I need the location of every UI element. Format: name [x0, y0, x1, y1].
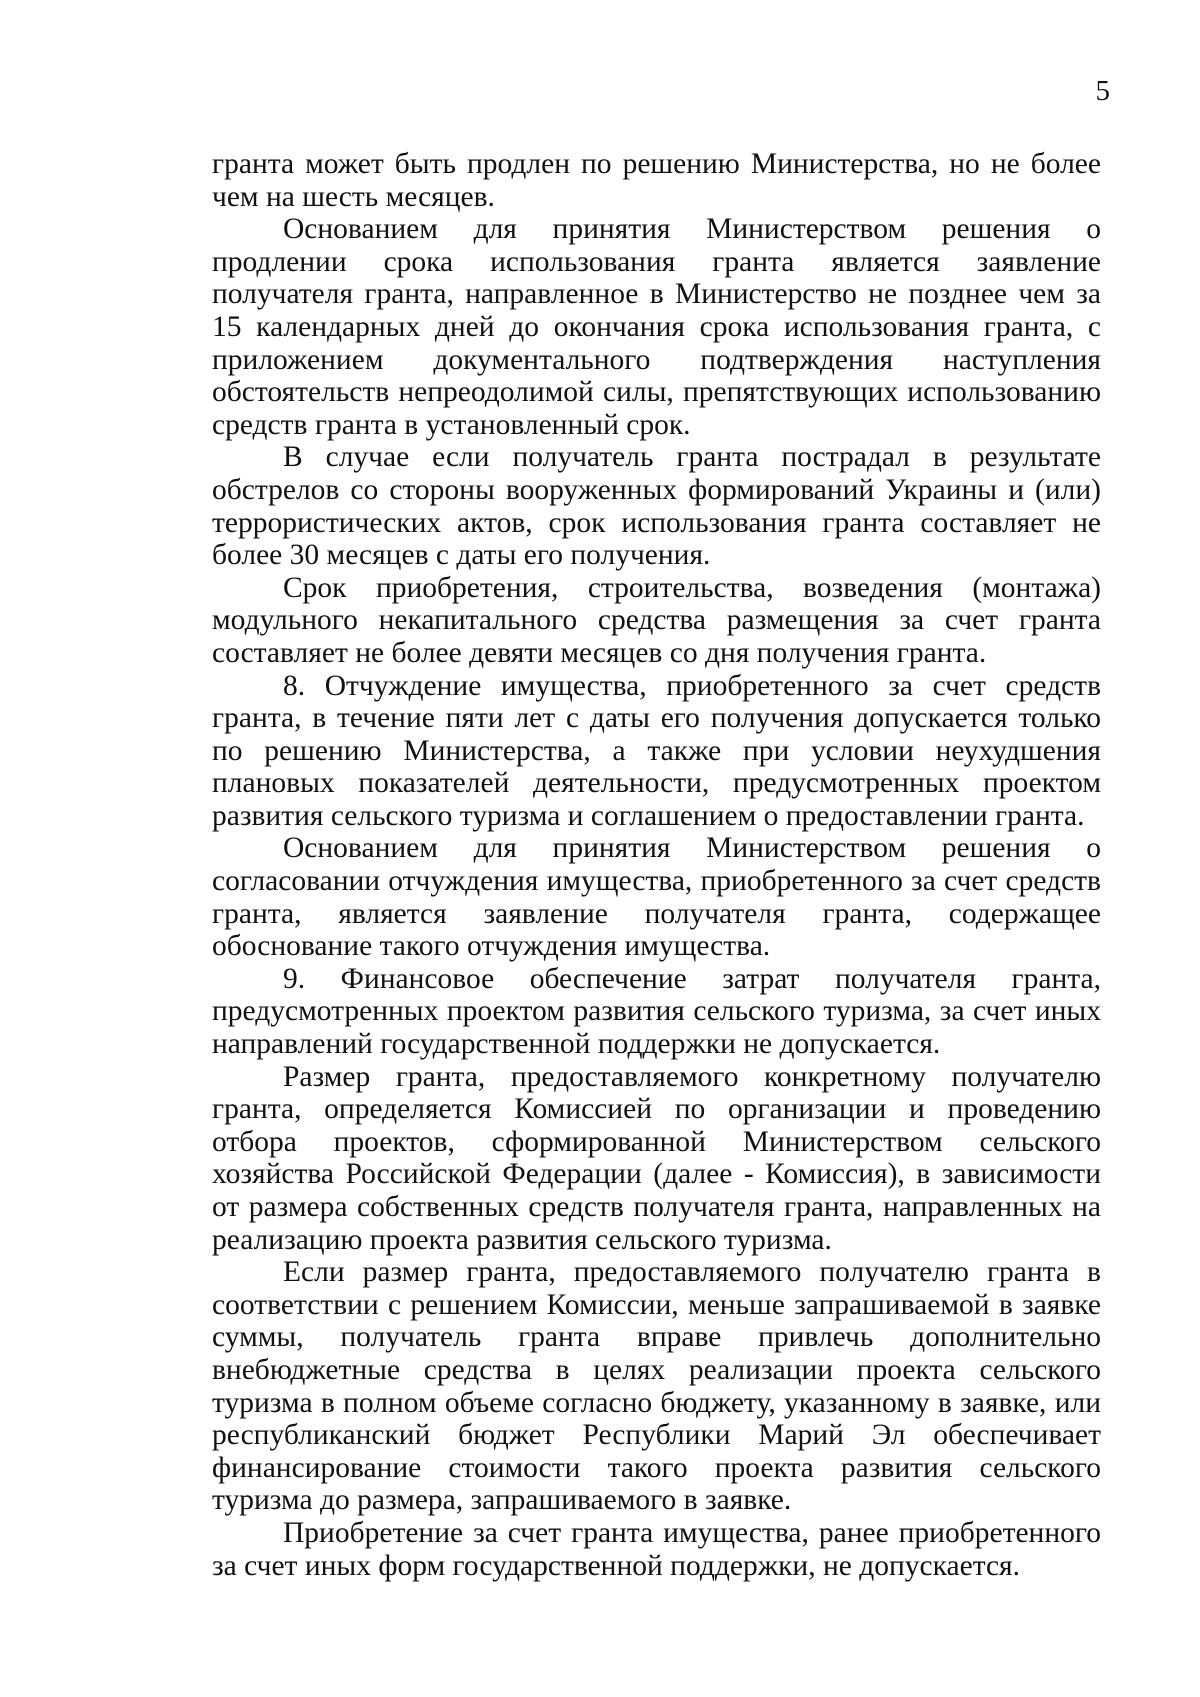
page-number: 5: [1095, 75, 1110, 107]
paragraph-acquisition-term: Срок приобретения, строительства, возведения (монтажа) модульного некапитального средства размещения за счет гранта составляет не более девяти месяцев со дня получения гранта.: [212, 571, 1101, 669]
paragraph-clause-8: 8. Отчуждение имущества, приобретенного за счет средств гранта, в течение пяти лет с даты его получения допускается только по решению Министерства, а также при условии неухудшения плановых показателей деятельности, предусмотренных проектом развития сельского туризма и соглашением о предоставлении гранта.: [212, 669, 1101, 832]
paragraph-grant-shortfall: Если размер гранта, предоставляемого получателю гранта в соответствии с решением Комиссии, меньше запрашиваемой в заявке суммы, получатель гранта вправе привлечь дополнительно внебюджетные средства в целях реализации проекта сельского туризма в полном объеме согласно бюджету, указанному в заявке, или республиканский бюджет Республики Марий Эл обеспечивает финансирование стоимости такого проекта развития сельского туризма до размера, запрашиваемого в заявке.: [212, 1256, 1101, 1517]
paragraph-grant-size: Размер гранта, предоставляемого конкретному получателю гранта, определяется Комиссией по организации и проведению отбора проектов, сформированной Министерством сельского хозяйства Российской Федерации (далее - Комиссия), в зависимости от размера собственных средств получателя гранта, направленных на реализацию проекта развития сельского туризма.: [212, 1060, 1101, 1256]
paragraph-shelling-case: В случае если получатель гранта пострадал в результате обстрелов со стороны вооруженных формирований Украины и (или) террористических актов, срок использования гранта составляет не более 30 месяцев с даты его получения.: [212, 441, 1101, 572]
paragraph-clause-9: 9. Финансовое обеспечение затрат получателя гранта, предусмотренных проектом развития сельского туризма, за счет иных направлений государственной поддержки не допускается.: [212, 962, 1101, 1061]
paragraph-alienation-basis: Основанием для принятия Министерством решения о согласовании отчуждения имущества, приобретенного за счет средств гранта, является заявление получателя гранта, содержащее обоснование такого отчуждения имущества.: [212, 832, 1101, 963]
paragraph-extension-basis: Основанием для принятия Министерством решения о продлении срока использования гранта является заявление получателя гранта, направленное в Министерство не позднее чем за 15 календарных дней до окончания срока использования гранта, с приложением документального подтверждения наступления обстоятельств непреодолимой силы, препятствующих использованию средств гранта в установленный срок.: [212, 213, 1101, 441]
document-body: [212, 148, 1101, 1582]
paragraph-prior-support: Приобретение за счет гранта имущества, ранее приобретенного за счет иных форм государственной поддержки, не допускается.: [212, 1516, 1101, 1582]
paragraph-continuation: гранта может быть продлен по решению Министерства, но не более чем на шесть месяцев.: [212, 148, 1101, 213]
